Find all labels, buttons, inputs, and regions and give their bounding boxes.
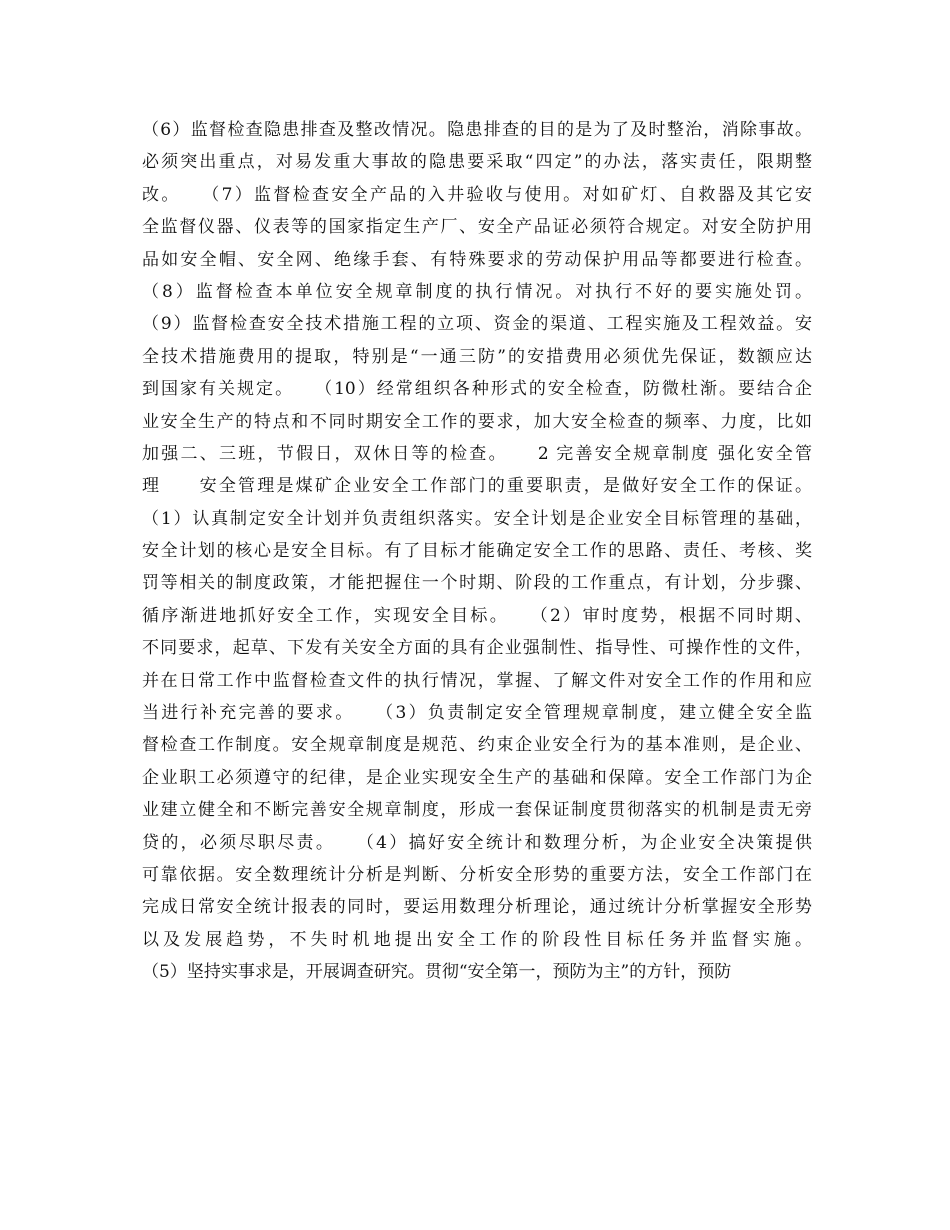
text-line: 以及发展趋势，不失时机地提出安全工作的阶段性目标任务并监督实施。 bbox=[142, 929, 812, 950]
text-line: 并在日常工作中监督检查文件的执行情况，掌握、了解文件对安全工作的作用和应 bbox=[142, 670, 812, 691]
text-line: 理 安全管理是煤矿企业安全工作部门的重要职责，是做好安全工作的保证。 bbox=[142, 476, 812, 497]
text-line: 贷的，必须尽职尽责。 （4）搞好安全统计和数理分析，为企业安全决策提供 bbox=[142, 832, 812, 853]
text-line: 加强二、三班，节假日，双休日等的检查。 2 完善安全规章制度 强化安全管 bbox=[142, 443, 812, 464]
text-line: 完成日常安全统计报表的同时，要运用数理分析理论，通过统计分析掌握安全形势 bbox=[142, 897, 812, 918]
text-line: （5）坚持实事求是，开展调查研究。贯彻“安全第一，预防为主”的方针，预防 bbox=[142, 962, 732, 983]
text-line: 全技术措施费用的提取，特别是“一通三防”的安措费用必须优先保证，数额应达 bbox=[142, 346, 812, 367]
text-line: 改。 （7）监督检查安全产品的入井验收与使用。对如矿灯、自救器及其它安 bbox=[142, 184, 812, 205]
text-line: 安全计划的核心是安全目标。有了目标才能确定安全工作的思路、责任、考核、奖 bbox=[142, 541, 812, 562]
text-line: 当进行补充完善的要求。 （3）负责制定安全管理规章制度，建立健全安全监 bbox=[142, 703, 812, 724]
text-line: （1）认真制定安全计划并负责组织落实。安全计划是企业安全目标管理的基础， bbox=[142, 508, 812, 529]
text-line: 业安全生产的特点和不同时期安全工作的要求，加大安全检查的频率、力度，比如 bbox=[142, 411, 812, 432]
text-line: 全监督仪器、仪表等的国家指定生产厂、安全产品证必须符合规定。对安全防护用 bbox=[142, 217, 812, 238]
text-line: 品如安全帽、安全网、绝缘手套、有特殊要求的劳动保护用品等都要进行检查。 bbox=[142, 249, 812, 270]
text-line: 督检查工作制度。安全规章制度是规范、约束企业安全行为的基本准则，是企业、 bbox=[142, 735, 812, 756]
text-line: 到国家有关规定。 （10）经常组织各种形式的安全检查，防微杜渐。要结合企 bbox=[142, 379, 812, 400]
text-line: 可靠依据。安全数理统计分析是判断、分析安全形势的重要方法，安全工作部门在 bbox=[142, 864, 812, 885]
text-line: （8）监督检查本单位安全规章制度的执行情况。对执行不好的要实施处罚。 bbox=[142, 281, 812, 302]
text-line: 罚等相关的制度政策，才能把握住一个时期、阶段的工作重点，有计划，分步骤、 bbox=[142, 573, 812, 594]
text-line: 必须突出重点，对易发重大事故的隐患要采取“四定”的办法，落实责任，限期整 bbox=[142, 152, 812, 173]
text-line: 企业职工必须遵守的纪律，是企业实现安全生产的基础和保障。安全工作部门为企 bbox=[142, 767, 812, 788]
text-line: （6）监督检查隐患排查及整改情况。隐患排查的目的是为了及时整治，消除事故。 bbox=[142, 120, 812, 140]
text-line: 不同要求，起草、下发有关安全方面的具有企业强制性、指导性、可操作性的文件， bbox=[142, 638, 812, 659]
text-line: （9）监督检查安全技术措施工程的立项、资金的渠道、工程实施及工程效益。安 bbox=[142, 314, 812, 335]
text-line: 业建立健全和不断完善安全规章制度，形成一套保证制度贯彻落实的机制是责无旁 bbox=[142, 800, 812, 821]
text-line: 循序渐进地抓好安全工作，实现安全目标。 （2）审时度势，根据不同时期、 bbox=[142, 605, 812, 626]
document-body bbox=[142, 114, 812, 989]
